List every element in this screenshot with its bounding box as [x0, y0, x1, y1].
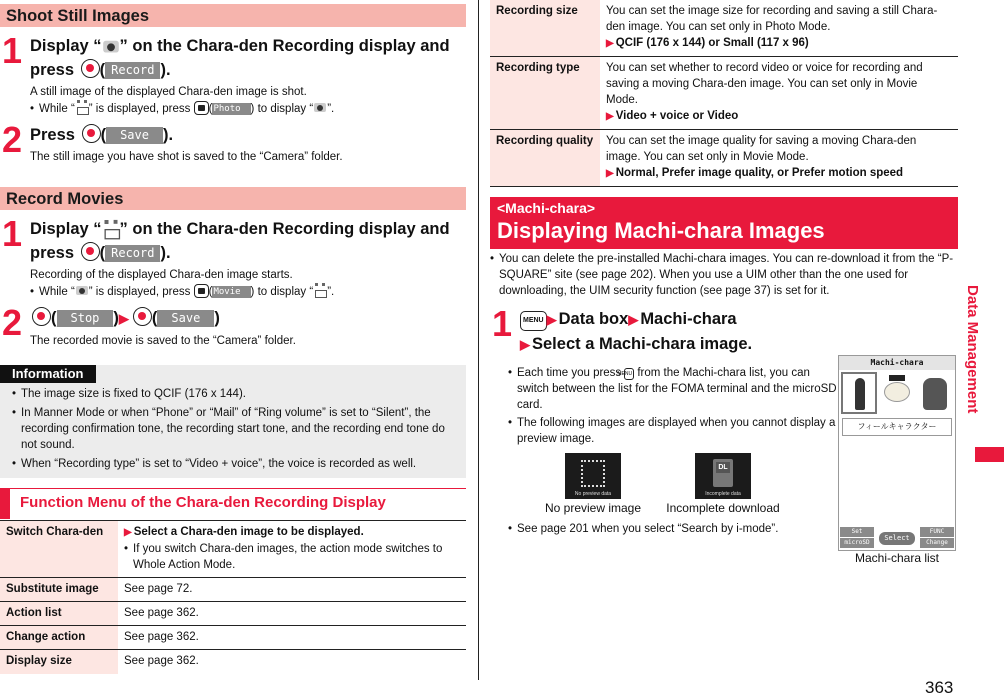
page-number: 363 [925, 678, 954, 697]
screen-text: Incomplete data [705, 491, 741, 497]
text: Each time you press [517, 367, 622, 379]
step-title: Display “ ” on the Chara-den Recording display and press ( Record ). [30, 37, 450, 79]
center-key-icon [82, 124, 101, 143]
text: Select a Chara-den image to be displayed. [133, 526, 364, 538]
character-silhouette [855, 378, 865, 410]
text: ” on the Chara-den Recording display and [119, 220, 450, 238]
table-row [0, 521, 466, 578]
camera-key-icon [194, 284, 209, 298]
incomplete-download-image [695, 453, 751, 499]
function-menu-heading [0, 488, 466, 518]
arrow-icon: ▶ [606, 168, 614, 179]
step-1-shoot [0, 30, 466, 117]
option-value [118, 521, 466, 578]
text: Data box [558, 310, 629, 328]
thumbnail [917, 372, 953, 414]
step-description: The still image you have shot is saved to the “Camera” folder. [30, 151, 343, 163]
preview-caption: Incomplete download [666, 501, 780, 515]
option-note: • If you switch Chara-den images, the action mode switches to Whole Action Mode. [124, 541, 460, 573]
preview-caption: No preview image [544, 501, 642, 515]
text: ” on the Chara-den Recording display and [119, 37, 450, 55]
step-notes [508, 365, 838, 537]
step-2-shoot [0, 119, 466, 165]
text: ). [160, 61, 171, 79]
softkey-microsd: microSD [840, 538, 874, 548]
character-image [884, 382, 910, 402]
center-key-icon [81, 242, 100, 261]
step-number: 2 [2, 302, 22, 343]
menu-key-icon: MENU [624, 368, 634, 380]
arrow-icon: ▶ [118, 311, 129, 326]
info-bullet: • The image size is fixed to QCIF (176 x 144). [0, 386, 466, 402]
option-value: See page 72. [124, 583, 193, 595]
step-number: 1 [2, 30, 22, 71]
softkey-set: Set [840, 527, 874, 537]
arrow-icon: ▶ [606, 111, 614, 122]
subheading: <Machi-chara> [497, 200, 596, 216]
text: Display “ [30, 220, 102, 238]
arrow-icon: ▶ [520, 337, 530, 352]
note-bullet [508, 365, 838, 413]
heading-bar [0, 489, 10, 519]
center-key-icon [133, 307, 152, 326]
table-row [490, 0, 958, 57]
text: Display “ [30, 37, 102, 55]
preview-no-preview [528, 453, 658, 515]
text: Video + voice or Video [615, 110, 739, 122]
center-key-icon [32, 307, 51, 326]
text: While “ [39, 103, 75, 115]
dotted-frame-icon [581, 460, 605, 487]
text: ). [162, 126, 174, 144]
text: from the Machi-chara list, you can switch between the list for the FOMA terminal and the microSD card. [517, 367, 837, 411]
machi-chara-list-screen [838, 355, 956, 551]
dl-label: DL [716, 462, 730, 473]
text: ). [160, 244, 171, 262]
screen-text: No preview data [574, 491, 612, 497]
option-label: Display size [0, 650, 118, 674]
option-value [600, 57, 958, 130]
table-row [490, 130, 958, 187]
text: ”. [327, 286, 335, 298]
softkey-func: FUNC [920, 527, 954, 537]
info-bullet: • When “Recording type” is set to “Video + voice”, the voice is recorded as well. [0, 456, 466, 472]
table-row [0, 650, 466, 674]
heading-text: Function Menu of the Chara-den Recording Display [20, 494, 386, 511]
text: ) to display “ [250, 286, 314, 298]
step-number: 1 [2, 213, 22, 254]
step-number: 1 [492, 303, 512, 344]
menu-key-icon: MENU [520, 311, 547, 331]
text: ” is displayed, press [88, 103, 191, 115]
arrow-icon: ▶ [124, 527, 132, 538]
download-icon [713, 459, 733, 487]
camera-mode-icon [313, 100, 327, 114]
step-title: Display “ ” on the Chara-den Recording display and press ( Record ). [30, 220, 450, 262]
text: Press [30, 126, 75, 144]
function-menu-table-continued [490, 0, 958, 187]
softkey-record: Record [105, 245, 160, 262]
text: ” is displayed, press [88, 286, 191, 298]
step-title: ( Stop )▶ ( Save ) [30, 306, 466, 331]
column-divider [478, 0, 479, 680]
note-bullet: • The following images are displayed when you cannot display a preview image. [508, 415, 838, 447]
step-number: 2 [2, 119, 22, 160]
text: Machi-chara [640, 310, 737, 328]
step-1-machi [490, 303, 958, 357]
option-label: Recording type [490, 57, 600, 130]
softkey-save: Save [157, 310, 214, 327]
movie-mode-icon [313, 283, 327, 297]
option-label: Action list [0, 602, 118, 626]
text: ”. [327, 103, 335, 115]
thumbnail [879, 372, 915, 414]
intro-bullet: • You can delete the pre-installed Machi-chara images. You can re-download it from the “P-SQUARE” site (see page 202). When you use a UIM other than the one used for downloading, the UIM security function (see page 37) is set for it. [490, 251, 958, 299]
text: You can set the image quality for saving a moving Chara-den image. You can set only in Movie Mode. [606, 135, 917, 163]
thumbnail-selected [841, 372, 877, 414]
chapter-side-label: Data Management [964, 285, 981, 414]
text: You can set whether to record video or voice for recording and saving a moving Chara-den image. You can set only in Movie Mode. [606, 62, 923, 106]
step-title [520, 307, 958, 357]
information-box [0, 365, 466, 478]
step-2-record [0, 302, 466, 349]
text: QCIF (176 x 144) or Small (117 x 96) [615, 37, 809, 49]
softkey-select: Select [879, 532, 915, 545]
step-description: A still image of the displayed Chara-den image is shot. [30, 86, 307, 98]
machi-chara-heading [490, 197, 958, 249]
option-label: Recording size [490, 0, 600, 57]
function-menu-table [0, 520, 466, 674]
thumbnail-row [839, 370, 955, 416]
text: You can set the image size for recording and saving a still Chara-den image. You can set only in Photo Mode. [606, 5, 938, 33]
movie-mode-icon [75, 100, 89, 114]
option-value [600, 0, 958, 57]
option-label: Recording quality [490, 130, 600, 187]
text: press [30, 244, 75, 262]
arrow-icon: ▶ [546, 312, 557, 327]
text: ) to display “ [250, 103, 314, 115]
section-heading-record-movies: Record Movies [0, 187, 466, 210]
softkey-photo: Photo [212, 103, 250, 115]
step-title: Press ( Save ). [30, 126, 174, 144]
step-bullet: • While “ ” is displayed, press (Photo ) to display “ ”. [30, 100, 466, 117]
text: Select a Machi-chara image. [532, 335, 753, 353]
option-label: Switch Chara-den [0, 521, 118, 578]
option-value: See page 362. [124, 631, 199, 643]
table-row [0, 578, 466, 602]
preview-images [528, 453, 838, 515]
arrow-icon: ▶ [628, 312, 639, 327]
table-row [0, 626, 466, 650]
chapter-tab-marker [975, 447, 1004, 462]
arrow-icon: ▶ [606, 38, 614, 49]
info-bullet: • In Manner Mode or when “Phone” or “Mail” of “Ring volume” is set to “Silent”, the recording confirmation tone, the recording start tone, and the recording end tone do not sound. [0, 405, 466, 453]
option-value: See page 362. [124, 655, 199, 667]
camera-mode-icon [101, 37, 119, 55]
character-name-box: フィールキャラクター [842, 418, 952, 436]
information-tag: Information [0, 365, 96, 383]
camera-mode-icon [75, 283, 89, 297]
softkey-record: Record [105, 62, 160, 79]
softkey-bar [839, 526, 955, 550]
softkey-change: Change [920, 538, 954, 548]
character-image [923, 378, 947, 410]
screen-title: Machi-chara [839, 356, 955, 370]
text: Normal, Prefer image quality, or Prefer motion speed [615, 167, 904, 179]
option-label: Change action [0, 626, 118, 650]
preview-incomplete [658, 453, 788, 515]
left-column [0, 0, 466, 674]
table-row [0, 602, 466, 626]
camera-key-icon [194, 101, 209, 115]
softkey-stop: Stop [57, 310, 114, 327]
note-bullet: • See page 201 when you select “Search by i-mode”. [508, 521, 838, 537]
text: press [30, 61, 75, 79]
text: While “ [39, 286, 75, 298]
screen-caption: Machi-chara list [854, 551, 940, 565]
option-label: Substitute image [0, 578, 118, 602]
center-key-icon [81, 59, 100, 78]
step-1-record [0, 213, 466, 300]
step-description: The recorded movie is saved to the “Camera” folder. [30, 335, 296, 347]
step-bullet: • While “ ” is displayed, press (Movie ) to display “ ”. [30, 283, 466, 300]
option-value: See page 362. [124, 607, 199, 619]
option-value [600, 130, 958, 187]
step-description: Recording of the displayed Chara-den image starts. [30, 269, 293, 281]
softkey-movie: Movie [212, 286, 250, 298]
table-row [490, 57, 958, 130]
heading: Displaying Machi-chara Images [497, 218, 825, 243]
softkey-save: Save [106, 127, 163, 144]
section-heading-shoot-still: Shoot Still Images [0, 4, 466, 27]
no-preview-image [565, 453, 621, 499]
movie-mode-icon [101, 220, 119, 238]
